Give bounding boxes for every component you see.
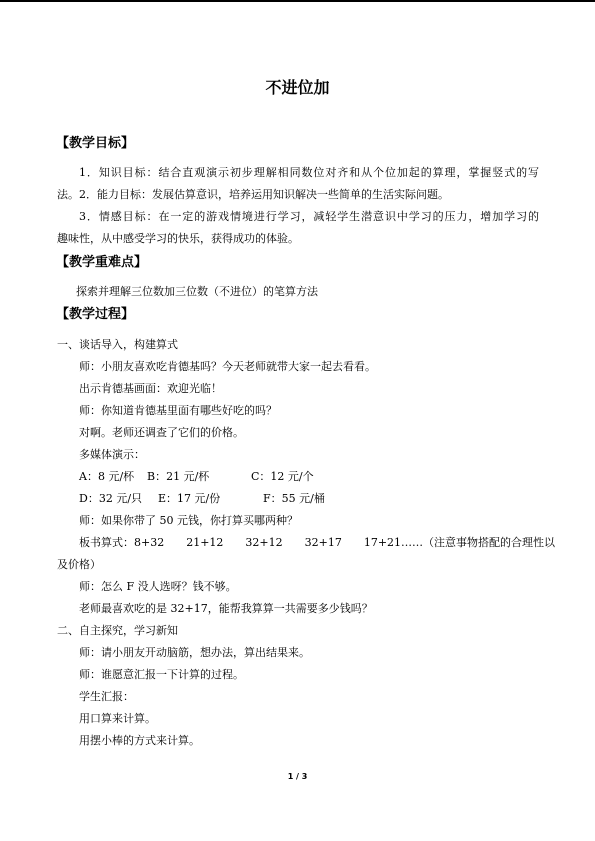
objectives-line-1: 1．知识目标：结合直观演示初步理解相同数位对齐和从个位加起的算理，掌握竖式的写: [79, 166, 539, 179]
process-paragraph-2: 出示肯德基画面：欢迎光临！: [79, 382, 222, 395]
price-option-d: D：32 元/只: [79, 492, 143, 505]
price-options-row-2: [79, 492, 379, 506]
process-paragraph-11: 师：谁愿意汇报一下计算的过程。: [79, 668, 244, 681]
objectives-line-4: 趣味性，从中感受学习的快乐，获得成功的体验。: [57, 232, 299, 245]
section-heading-key-points: 【教学重难点】: [56, 255, 148, 270]
price-option-e: E：17 元/份: [158, 492, 221, 505]
price-option-c: C：12 元/个: [251, 470, 314, 483]
process-part1-title: 一、谈话导入，构建算式: [57, 338, 178, 351]
section-heading-process: 【教学过程】: [56, 307, 135, 322]
process-paragraph-7: 板书算式：8+32 21+12 32+12 32+17 17+21……（注意事物搭配的合理性以: [79, 536, 556, 549]
page-number: 1 / 3: [287, 772, 308, 781]
key-points-line-1: 探索并理解三位数加三位数（不进位）的笔算方法: [76, 285, 318, 298]
process-paragraph-7-continued: 及价格）: [57, 558, 101, 571]
price-option-a: A：8 元/杯: [79, 470, 135, 483]
process-paragraph-9: 老师最喜欢吃的是 32+17，能帮我算算一共需要多少钱吗？: [79, 602, 373, 615]
process-paragraph-13: 用口算来计算。: [79, 712, 156, 725]
price-options-row-1: [79, 470, 379, 484]
process-paragraph-12: 学生汇报：: [79, 690, 134, 703]
price-option-b: B：21 元/杯: [147, 470, 210, 483]
process-paragraph-10: 师：请小朋友开动脑筋，想办法，算出结果来。: [79, 646, 310, 659]
process-paragraph-6: 师：如果你带了 50 元钱，你打算买哪两种？: [79, 514, 298, 527]
price-option-f: F：55 元/桶: [263, 492, 325, 505]
document-title: 不进位加: [265, 78, 330, 97]
process-paragraph-14: 用摆小棒的方式来计算。: [79, 734, 200, 747]
process-part2-title: 二、自主探究，学习新知: [57, 624, 178, 637]
section-heading-objectives: 【教学目标】: [56, 136, 135, 151]
process-paragraph-3: 师：你知道肯德基里面有哪些好吃的吗？: [79, 404, 277, 417]
process-paragraph-5: 多媒体演示：: [79, 448, 145, 461]
objectives-line-3: 3．情感目标：在一定的游戏情境进行学习，减轻学生潜意识中学习的压力，增加学习的: [79, 210, 539, 223]
process-paragraph-8: 师：怎么 F 没人选呀？钱不够。: [79, 580, 237, 593]
header-rule: [0, 0, 595, 2]
objectives-line-2: 法。2．能力目标：发展估算意识，培养运用知识解决一些简单的生活实际问题。: [57, 188, 449, 201]
process-paragraph-4: 对啊。老师还调查了它们的价格。: [79, 426, 244, 439]
process-paragraph-1: 师：小朋友喜欢吃肯德基吗？今天老师就带大家一起去看看。: [79, 360, 376, 373]
